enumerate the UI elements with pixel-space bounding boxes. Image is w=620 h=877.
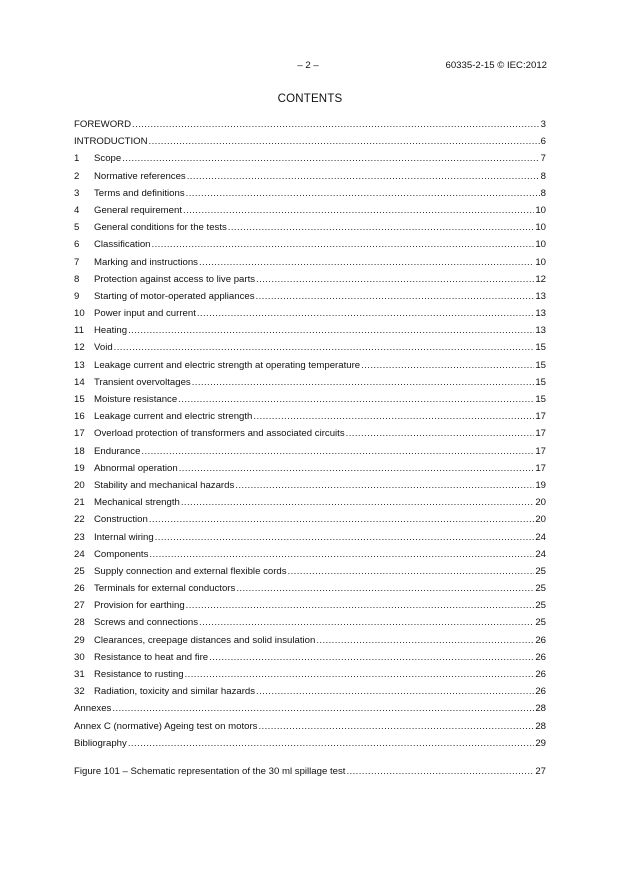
toc-entry-number: 22 <box>74 514 85 526</box>
toc-entry[interactable] <box>74 341 546 358</box>
toc-entry-page: 15 <box>535 394 546 405</box>
toc-entry-number: 28 <box>74 617 85 629</box>
toc-entry[interactable] <box>74 376 546 393</box>
toc-entry-page: 25 <box>535 617 546 629</box>
toc-dot-leader <box>179 462 535 476</box>
toc-entry[interactable] <box>74 685 546 702</box>
toc-dot-leader <box>178 393 534 407</box>
toc-entry-number: 21 <box>74 497 85 509</box>
toc-entry-label: Heating <box>94 325 128 337</box>
toc-entry-number: 29 <box>74 634 85 646</box>
toc-dot-leader <box>288 565 535 579</box>
toc-entry[interactable] <box>74 393 546 410</box>
toc-entry-label: Stability and mechanical hazards <box>94 479 235 491</box>
toc-entry[interactable] <box>74 720 546 737</box>
list-of-figures <box>74 765 546 782</box>
toc-entry-page: 17 <box>535 411 546 423</box>
toc-dot-leader <box>228 221 535 235</box>
toc-entry-page: 15 <box>535 342 546 354</box>
toc-entry-page: 13 <box>535 290 546 302</box>
toc-entry-page: 8 <box>540 170 546 182</box>
toc-entry-page: 19 <box>535 479 546 491</box>
toc-entry-page: 17 <box>535 462 546 474</box>
toc-entry-number: 15 <box>74 394 85 405</box>
toc-entry-page: 25 <box>535 600 546 612</box>
toc-dot-leader <box>149 513 534 527</box>
toc-entry-number: 5 <box>74 222 80 234</box>
toc-entry-label: Radiation, toxicity and similar hazards <box>94 686 256 698</box>
toc-entry-page: 7 <box>540 153 546 165</box>
toc-entry[interactable] <box>74 651 546 668</box>
toc-entry-label: Marking and instructions <box>94 256 198 268</box>
toc-dot-leader <box>256 685 534 699</box>
toc-entry-number: 19 <box>74 462 85 474</box>
toc-entry-page: 13 <box>535 325 546 337</box>
toc-entry[interactable] <box>74 616 546 633</box>
toc-dot-leader <box>149 135 540 149</box>
toc-entry-page: 26 <box>535 651 546 663</box>
toc-entry-page: 24 <box>535 531 546 543</box>
toc-dot-leader <box>149 548 534 562</box>
toc-dot-leader <box>197 307 534 321</box>
toc-dot-leader <box>187 170 540 184</box>
toc-entry-number: 17 <box>74 428 85 440</box>
toc-dot-leader <box>155 531 535 545</box>
toc-entry[interactable] <box>74 599 546 616</box>
toc-entry-number: 18 <box>74 445 85 457</box>
toc-entry-label: Void <box>94 342 113 354</box>
toc-entry-page: 26 <box>535 669 546 680</box>
toc-entry[interactable] <box>74 702 546 719</box>
page-header <box>0 60 620 74</box>
figure-dot-leader <box>346 765 534 779</box>
toc-entry[interactable] <box>74 445 546 462</box>
toc-entry-page: 28 <box>535 703 546 715</box>
toc-entry-label: Resistance to heat and fire <box>94 651 209 663</box>
toc-entry-page: 26 <box>535 686 546 698</box>
toc-entry-label: Clearances, creepage distances and solid insulation <box>94 634 316 646</box>
toc-entry-number: 32 <box>74 686 85 698</box>
toc-entry-label: Abnormal operation <box>94 462 178 474</box>
toc-entry-number: 12 <box>74 342 85 354</box>
toc-dot-leader <box>152 238 535 252</box>
toc-entry-label: Annexes <box>74 703 112 715</box>
toc-entry-page: 10 <box>535 204 546 216</box>
toc-entry[interactable] <box>74 462 546 479</box>
toc-entry-number: 3 <box>74 187 80 199</box>
toc-entry-number: 4 <box>74 204 80 216</box>
toc-entry[interactable] <box>74 737 546 754</box>
toc-entry-label: Power input and current <box>94 308 196 320</box>
toc-entry-number: 23 <box>74 531 85 543</box>
page-number: – 2 – <box>297 60 319 71</box>
toc-entry-page: 12 <box>535 273 546 285</box>
toc-entry[interactable] <box>74 170 546 187</box>
toc-entry-number: 1 <box>74 153 80 165</box>
toc-entry-page: 6 <box>540 136 546 148</box>
toc-entry-page: 24 <box>535 548 546 560</box>
toc-dot-leader <box>141 445 534 459</box>
toc-entry[interactable] <box>74 479 546 496</box>
toc-dot-leader <box>122 152 539 166</box>
toc-entry-page: 3 <box>540 119 546 130</box>
contents-title: CONTENTS <box>277 93 343 105</box>
toc-entry[interactable] <box>74 307 546 324</box>
toc-entry-page: 17 <box>535 445 546 457</box>
toc-dot-leader <box>235 479 534 493</box>
toc-entry-label: Construction <box>94 514 148 526</box>
toc-dot-leader <box>183 204 534 218</box>
toc-dot-leader <box>253 410 534 424</box>
toc-entry-page: 25 <box>535 583 546 595</box>
toc-entry-label: Supply connection and external flexible cords <box>94 565 287 577</box>
toc-entry[interactable] <box>74 290 546 307</box>
toc-entry-number: 31 <box>74 669 85 680</box>
toc-dot-leader <box>256 273 534 287</box>
toc-entry-number: 8 <box>74 273 80 285</box>
toc-entry-label: Screws and connections <box>94 617 198 629</box>
toc-entry[interactable] <box>74 548 546 565</box>
toc-dot-leader <box>316 634 534 648</box>
toc-entry-page: 25 <box>535 565 546 577</box>
toc-entry-number: 11 <box>74 325 84 337</box>
toc-entry-number: 26 <box>74 583 85 595</box>
toc-entry[interactable] <box>74 221 546 238</box>
toc-entry-label: Starting of motor-operated appliances <box>94 290 255 302</box>
toc-entry-number: 20 <box>74 479 85 491</box>
toc-entry-page: 10 <box>535 256 546 268</box>
toc-dot-leader <box>128 737 535 751</box>
toc-entry-page: 26 <box>535 634 546 646</box>
toc-entry-number: 2 <box>74 170 80 182</box>
toc-entry[interactable] <box>74 496 546 513</box>
toc-entry-page: 15 <box>535 359 546 371</box>
toc-entry[interactable] <box>74 238 546 255</box>
toc-dot-leader <box>258 720 534 734</box>
toc-dot-leader <box>199 256 534 270</box>
toc-entry[interactable] <box>74 668 546 685</box>
toc-entry-label: Classification <box>94 239 151 251</box>
toc-entry-page: 10 <box>535 222 546 234</box>
toc-entry-number: 14 <box>74 376 85 388</box>
toc-entry-page: 8 <box>540 187 546 199</box>
toc-dot-leader <box>181 496 534 510</box>
toc-entry-number: 10 <box>74 308 85 320</box>
toc-entry-number: 9 <box>74 290 80 302</box>
toc-entry-label: Endurance <box>94 445 141 457</box>
toc-dot-leader <box>256 290 535 304</box>
toc-dot-leader <box>112 702 534 716</box>
toc-entry[interactable] <box>74 531 546 548</box>
toc-entry[interactable] <box>74 118 546 135</box>
toc-entry-label: General conditions for the tests <box>94 222 227 234</box>
toc-entry-number: 13 <box>74 359 85 371</box>
toc-entry[interactable] <box>74 427 546 444</box>
toc-dot-leader <box>236 582 534 596</box>
toc-entry[interactable] <box>74 152 546 169</box>
toc-entry-label: Provision for earthing <box>94 600 185 612</box>
toc-entry-label: Protection against access to live parts <box>94 273 256 285</box>
toc-entry-page: 13 <box>535 308 546 320</box>
toc-entry-label: FOREWORD <box>74 119 132 130</box>
toc-entry-page: 20 <box>535 497 546 509</box>
toc-dot-leader <box>186 599 535 613</box>
toc-entry-label: INTRODUCTION <box>74 136 148 148</box>
toc-dot-leader <box>209 651 534 665</box>
toc-entry-label: Overload protection of transformers and associated circuits <box>94 428 345 440</box>
figure-entry-label: Figure 101 – Schematic representation of the 30 ml spillage test <box>74 766 346 777</box>
toc-dot-leader <box>192 376 535 390</box>
document-reference: 60335-2-15 © IEC:2012 <box>445 60 547 71</box>
toc-dot-leader <box>186 187 540 201</box>
toc-entry-label: Leakage current and electric strength <box>94 411 253 423</box>
toc-dot-leader <box>185 668 535 682</box>
toc-entry-number: 25 <box>74 565 85 577</box>
toc-entry-page: 20 <box>535 514 546 526</box>
toc-entry[interactable] <box>74 359 546 376</box>
toc-entry-label: Components <box>94 548 149 560</box>
toc-entry-number: 7 <box>74 256 80 268</box>
toc-entry-page: 10 <box>535 239 546 251</box>
toc-entry[interactable] <box>74 565 546 582</box>
toc-entry-page: 28 <box>535 720 546 732</box>
toc-entry-number: 6 <box>74 239 80 251</box>
toc-entry[interactable] <box>74 135 546 152</box>
table-of-contents <box>74 118 546 754</box>
toc-entry-label: Mechanical strength <box>94 497 180 509</box>
toc-entry-label: Bibliography <box>74 737 127 749</box>
toc-dot-leader <box>346 427 535 441</box>
toc-entry[interactable] <box>74 410 546 427</box>
toc-entry[interactable] <box>74 324 546 341</box>
toc-dot-leader <box>132 118 540 132</box>
toc-entry-label: Annex C (normative) Ageing test on motors <box>74 720 258 732</box>
toc-entry-page: 15 <box>535 376 546 388</box>
toc-entry[interactable] <box>74 256 546 273</box>
figure-entry[interactable] <box>74 765 546 782</box>
toc-entry-page: 29 <box>535 737 546 749</box>
toc-entry-label: General requirement <box>94 204 182 216</box>
toc-entry[interactable] <box>74 204 546 221</box>
toc-dot-leader <box>128 324 534 338</box>
toc-entry-label: Scope <box>94 153 122 165</box>
toc-entry-number: 24 <box>74 548 85 560</box>
toc-entry[interactable] <box>74 187 546 204</box>
toc-dot-leader <box>361 359 534 373</box>
toc-entry-label: Resistance to rusting <box>94 669 184 680</box>
toc-entry-label: Transient overvoltages <box>94 376 191 388</box>
toc-entry[interactable] <box>74 582 546 599</box>
toc-entry-label: Moisture resistance <box>94 394 178 405</box>
figure-entry-page: 27 <box>535 766 546 777</box>
toc-entry[interactable] <box>74 513 546 530</box>
toc-entry-label: Leakage current and electric strength at operating temperature <box>94 359 361 371</box>
toc-entry-label: Terms and definitions <box>94 187 185 199</box>
toc-entry[interactable] <box>74 273 546 290</box>
toc-entry-label: Normative references <box>94 170 186 182</box>
toc-entry-number: 16 <box>74 411 85 423</box>
toc-entry-number: 27 <box>74 600 85 612</box>
toc-dot-leader <box>114 341 535 355</box>
toc-entry-label: Internal wiring <box>94 531 154 543</box>
toc-entry-label: Terminals for external conductors <box>94 583 236 595</box>
toc-dot-leader <box>199 616 534 630</box>
toc-entry-number: 30 <box>74 651 85 663</box>
toc-entry-page: 17 <box>535 428 546 440</box>
toc-entry[interactable] <box>74 634 546 651</box>
